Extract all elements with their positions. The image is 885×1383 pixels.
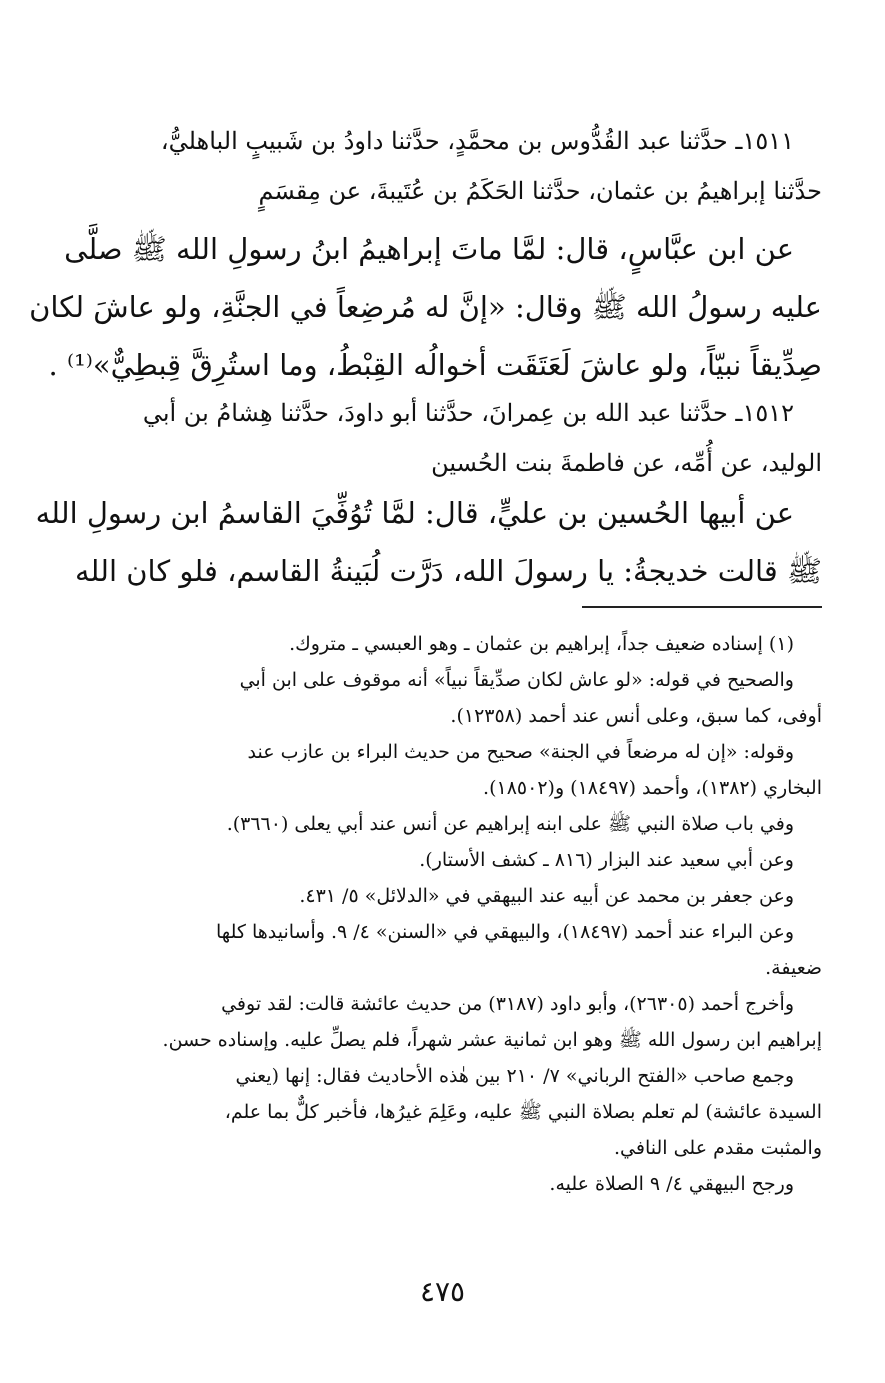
isnad-line: ١٥١١ـ حدَّثنا عبد القُدُّوس بن محمَّدٍ، حدَّثنا داودُ بن شَبيبٍ الباهليُّ،	[160, 127, 794, 155]
footnote-paragraph	[108, 626, 822, 662]
footnote-line: وأخرج أحمد (٢٦٣٠٥)، وأبو داود (٣١٨٧) من حديث عائشة قالت: لقد توفي	[221, 993, 794, 1015]
footnote-line: (١) إسناده ضعيف جداً، إبراهيم بن عثمان ـ وهو العبسي ـ متروك.	[289, 633, 794, 655]
footnote-paragraph	[108, 878, 822, 914]
footnote-paragraph	[108, 986, 822, 1058]
hadith-1512-matn	[35, 484, 822, 600]
footnote-line: البخاري (١٣٨٢)، وأحمد (١٨٤٩٧) و(١٨٥٠٢).	[483, 777, 822, 799]
matn-line: عن أبيها الحُسين بن عليٍّ، قال: لمَّا تُوُفِّيَ القاسمُ ابن رسولِ الله	[35, 496, 794, 530]
footnote-paragraph	[108, 842, 822, 878]
matn-line: عن ابن عبَّاسٍ، قال: لمَّا ماتَ إبراهيمُ ابنُ رسولِ الله ﷺ صلَّى	[64, 232, 794, 266]
footnote-paragraph	[108, 914, 822, 986]
hadith-1512-isnad	[108, 388, 822, 488]
hadith-1511-matn	[29, 220, 822, 394]
footnote-line: وفي باب صلاة النبي ﷺ على ابنه إبراهيم عن أنس عند أبي يعلى (٣٦٦٠).	[226, 813, 794, 835]
footnote-line: أوفى، كما سبق، وعلى أنس عند أحمد (١٢٣٥٨).	[450, 705, 822, 727]
footnotes	[108, 626, 822, 1202]
matn-line: عليه رسولُ الله ﷺ وقال: «إنَّ له مُرضِعاً في الجنَّةِ، ولو عاشَ لكان	[29, 290, 822, 324]
footnote-paragraph	[108, 806, 822, 842]
footnote-line: والصحيح في قوله: «لو عاش لكان صدِّيقاً نبياً» أنه موقوف على ابن أبي	[239, 669, 794, 691]
page-number: ٤٧٥	[419, 1275, 466, 1308]
footnote-line: وجمع صاحب «الفتح الرباني» ٧/ ٢١٠ بين هٰذه الأحاديث فقال: إنها (يعني	[235, 1065, 794, 1087]
footnote-line: إبراهيم ابن رسول الله ﷺ وهو ابن ثمانية عشر شهراً، فلم يصلِّ عليه. وإسناده حسن.	[162, 1029, 822, 1051]
footnote-paragraph	[108, 1166, 822, 1202]
hadith-1511-isnad	[108, 116, 822, 216]
footnote-paragraph	[108, 734, 822, 806]
isnad-line: الوليد، عن أُمِّه، عن فاطمةَ بنت الحُسين	[431, 449, 822, 477]
footnote-line: وقوله: «إن له مرضعاً في الجنة» صحيح من حديث البراء بن عازب عند	[247, 741, 794, 763]
footnote-separator	[582, 606, 822, 608]
footnote-line: وعن أبي سعيد عند البزار (٨١٦ ـ كشف الأستار).	[419, 849, 794, 871]
footnote-line: ورجح البيهقي ٤/ ٩ الصلاة عليه.	[549, 1173, 794, 1195]
footnote-paragraph	[108, 662, 822, 734]
matn-line: ﷺ قالت خديجةُ: يا رسولَ الله، دَرَّت لُبَينةُ القاسم، فلو كان الله	[74, 554, 822, 588]
matn-line: صِدِّيقاً نبيّاً، ولو عاشَ لَعَتَقَت أخوالُه القِبْطُ، وما استُرِقَّ قِبطِيٌّ»⁽¹⁾ .	[48, 348, 822, 382]
isnad-line: حدَّثنا إبراهيمُ بن عثمان، حدَّثنا الحَكَمُ بن عُتَيبةَ، عن مِقسَمٍ	[258, 177, 822, 205]
footnote-paragraph	[108, 1058, 822, 1166]
footnote-line: السيدة عائشة) لم تعلم بصلاة النبي ﷺ عليه، وعَلِمَ غيرُها، فأخبر كلٌّ بما علم،	[224, 1101, 822, 1123]
footnote-line: وعن جعفر بن محمد عن أبيه عند البيهقي في «الدلائل» ٥/ ٤٣١.	[299, 885, 794, 907]
footnote-line: وعن البراء عند أحمد (١٨٤٩٧)، والبيهقي في «السنن» ٤/ ٩. وأسانيدها كلها	[216, 921, 794, 943]
footnote-line: والمثبت مقدم على النافي.	[613, 1137, 822, 1159]
isnad-line: ١٥١٢ـ حدَّثنا عبد الله بن عِمرانَ، حدَّثنا أبو داودَ، حدَّثنا هِشامُ بن أبي	[142, 399, 794, 427]
footnote-line: ضعيفة.	[765, 957, 822, 979]
